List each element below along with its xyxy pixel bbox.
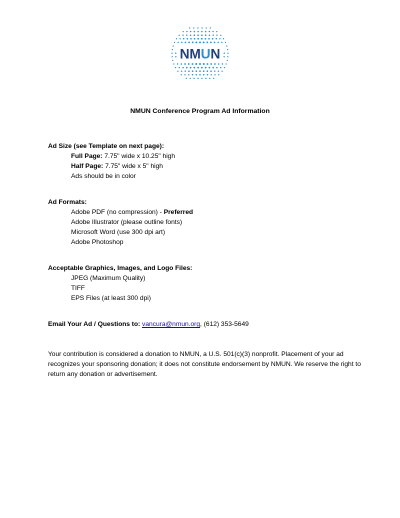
logo-dot — [192, 63, 194, 65]
logo-dot — [218, 63, 220, 65]
logo-dot — [214, 42, 216, 44]
logo-dot — [195, 41, 197, 43]
logo-dot — [205, 78, 206, 79]
logo-dot — [223, 56, 224, 57]
logo-dot — [216, 35, 217, 36]
logo-dot — [179, 38, 180, 39]
logo-dot — [210, 42, 212, 44]
logo-dot — [172, 49, 173, 50]
half-page-spec — [48, 162, 175, 172]
logo-dot — [211, 74, 212, 75]
logo-dot — [213, 78, 214, 79]
logo-dot — [186, 78, 187, 79]
logo-dot — [190, 38, 192, 40]
logo-dot — [186, 67, 188, 69]
logo-dot — [192, 42, 194, 44]
logo-dot — [177, 42, 178, 43]
logo-dot — [188, 42, 190, 44]
logo-dot — [201, 67, 203, 69]
full-page-label: Full Page: — [71, 153, 103, 160]
logo-dot — [207, 74, 208, 75]
logo-dot — [174, 42, 175, 43]
logo-dot — [194, 31, 195, 32]
logo-dot — [197, 31, 198, 32]
logo-dot — [209, 78, 210, 79]
ad-size-heading: Ad Size (see Template on next page): — [48, 143, 165, 150]
logo-dot — [212, 38, 214, 40]
logo-dot — [181, 42, 183, 44]
logo-dot — [201, 38, 203, 40]
email-line — [48, 320, 249, 330]
logo-dot — [209, 34, 211, 36]
logo-dot — [171, 53, 172, 54]
logo-dot — [207, 70, 209, 72]
logo-dot — [214, 63, 216, 65]
logo-dot — [218, 71, 219, 72]
logo-dot — [201, 27, 202, 28]
logo-dot — [201, 78, 202, 79]
logo-dot — [188, 70, 190, 72]
logo-dot — [226, 45, 227, 46]
logo-dot — [224, 53, 225, 54]
format-pdf-preferred: Preferred — [163, 209, 194, 216]
logo-dot — [220, 35, 221, 36]
logo-dot — [179, 67, 180, 68]
graphics-heading: Acceptable Graphics, Images, and Logo Files: — [48, 265, 193, 272]
format-pdf — [48, 208, 193, 218]
logo-dot — [184, 74, 185, 75]
format-word: Microsoft Word (use 300 dpi art) — [71, 229, 166, 236]
logo-dot — [197, 34, 199, 36]
logo-dot — [182, 67, 184, 69]
logo-dot — [197, 38, 199, 40]
logo-dot — [197, 67, 199, 69]
logo-dot — [186, 34, 187, 35]
logo-dot — [221, 42, 222, 43]
logo-dot — [205, 34, 207, 36]
half-page-label: Half Page: — [71, 163, 104, 170]
logo-dot — [216, 67, 218, 69]
donation-disclaimer: Your contribution is considered a donation to NMUN, a U.S. 501(c)(3) nonprofit. Placement of your ad recognizes your sponsoring donation; it does not constitute endorsement by NMUN. We reserve the right to return any donation or advertisement. — [48, 351, 361, 378]
full-page-value: 7.75" wide x 10.25" high — [102, 153, 176, 160]
logo-dot — [175, 56, 176, 57]
logo-dot — [225, 42, 226, 43]
logo-dot — [175, 53, 176, 54]
ad-size-section — [48, 142, 175, 182]
logo-dot — [190, 67, 192, 69]
logo-dot — [192, 74, 193, 75]
logo-dot — [203, 70, 205, 72]
logo-dot — [227, 49, 228, 50]
logo-dot — [205, 67, 207, 69]
logo-dot — [220, 67, 221, 68]
logo-dot — [199, 74, 201, 76]
logo-dot — [183, 38, 184, 39]
logo-dot — [221, 71, 222, 72]
logo-dot — [172, 60, 173, 61]
logo-dot — [187, 38, 189, 40]
color-note: Ads should be in color — [71, 173, 136, 180]
logo-dot — [216, 38, 217, 39]
logo-dot — [193, 27, 194, 28]
logo-dot — [184, 63, 186, 65]
logo-dot — [177, 71, 178, 72]
phone-number: , (612) 353-5649 — [200, 321, 249, 328]
logo-wordmark-n: N — [210, 46, 221, 62]
logo-dot — [199, 63, 201, 65]
logo-dot — [214, 70, 215, 71]
logo-dot — [208, 38, 210, 40]
page-title: NMUN Conference Program Ad Information — [130, 108, 270, 115]
graphics-eps: EPS Files (at least 300 dpi) — [71, 295, 151, 302]
logo-dot — [176, 38, 177, 39]
logo-dot — [207, 63, 209, 65]
logo-dot — [199, 41, 201, 43]
logo-dot — [212, 67, 214, 69]
format-photoshop: Adobe Photoshop — [71, 239, 124, 246]
full-page-spec — [48, 152, 175, 162]
logo-dot — [177, 63, 178, 64]
email-link[interactable]: vancura@nmun.org — [142, 321, 201, 328]
logo-dot — [217, 42, 219, 44]
ad-formats-heading: Ad Formats: — [48, 199, 87, 206]
logo-dot — [179, 35, 180, 36]
logo-dot — [212, 34, 213, 35]
ad-formats-section — [48, 198, 193, 248]
logo-dot — [192, 70, 194, 72]
logo-dot — [196, 70, 198, 72]
logo-dot — [205, 31, 206, 32]
logo-dot — [203, 41, 205, 43]
format-illustrator: Adobe Illustrator (please outline fonts) — [71, 219, 183, 226]
logo-dot — [190, 78, 191, 79]
logo-dot — [210, 63, 212, 65]
logo-dot — [181, 74, 182, 75]
logo-dot — [223, 38, 224, 39]
logo-dot — [186, 31, 187, 32]
logo-dot — [216, 31, 217, 32]
logo-dot — [185, 70, 186, 71]
logo-dot — [219, 38, 220, 39]
logo-wordmark — [180, 47, 221, 62]
logo-dot — [227, 53, 228, 54]
logo-dot — [197, 27, 198, 28]
logo-dot — [172, 56, 173, 57]
logo-dot — [209, 67, 211, 69]
logo-dot — [222, 63, 223, 64]
logo-dot — [194, 34, 196, 36]
logo-dot — [218, 74, 219, 75]
logo-dot — [181, 63, 183, 65]
logo-dot — [188, 63, 190, 65]
logo-dot — [193, 67, 195, 69]
logo-dot — [201, 34, 203, 36]
logo-dot — [227, 60, 228, 61]
logo-dot — [173, 63, 174, 64]
logo-dot — [188, 74, 189, 75]
logo-dot — [206, 27, 207, 28]
logo-dot — [210, 70, 212, 72]
logo-dot — [206, 42, 208, 44]
logo-dot — [175, 67, 176, 68]
logo-dot — [181, 71, 182, 72]
graphics-tiff: TIFF — [71, 285, 85, 292]
nmun-logo — [170, 24, 230, 84]
logo-dot — [203, 63, 205, 65]
logo-dot — [210, 27, 211, 28]
logo-dot — [194, 38, 196, 40]
graphics-section — [48, 264, 192, 304]
half-page-value: 7.75" wide x 5" high — [103, 163, 163, 170]
logo-dot — [183, 31, 184, 32]
logo-dot — [227, 56, 228, 57]
logo-dot — [185, 42, 187, 44]
logo-dot — [224, 67, 225, 68]
logo-dot — [195, 63, 197, 65]
logo-dot — [173, 45, 174, 46]
logo-dot — [214, 74, 215, 75]
logo-dot — [212, 31, 213, 32]
logo-dot — [205, 38, 207, 40]
graphics-jpeg: JPEG (Maximum Quality) — [71, 275, 146, 282]
logo-dot — [195, 74, 197, 76]
logo-wordmark-u: U — [200, 46, 211, 62]
logo-dot — [190, 34, 192, 36]
logo-dot — [190, 31, 191, 32]
email-label: Email Your Ad / Questions to: — [48, 321, 143, 328]
logo-dot — [189, 27, 190, 28]
logo-dot — [197, 78, 198, 79]
logo-dot — [209, 31, 210, 32]
logo-dot — [226, 63, 227, 64]
logo-dot — [193, 78, 194, 79]
logo-dot — [182, 35, 183, 36]
logo-dot — [201, 31, 202, 32]
logo-dot — [203, 74, 205, 76]
logo-wordmark-nm: NM — [179, 46, 201, 62]
logo-dot — [199, 70, 201, 72]
format-pdf-label: Adobe PDF (no compression) - — [71, 209, 164, 216]
